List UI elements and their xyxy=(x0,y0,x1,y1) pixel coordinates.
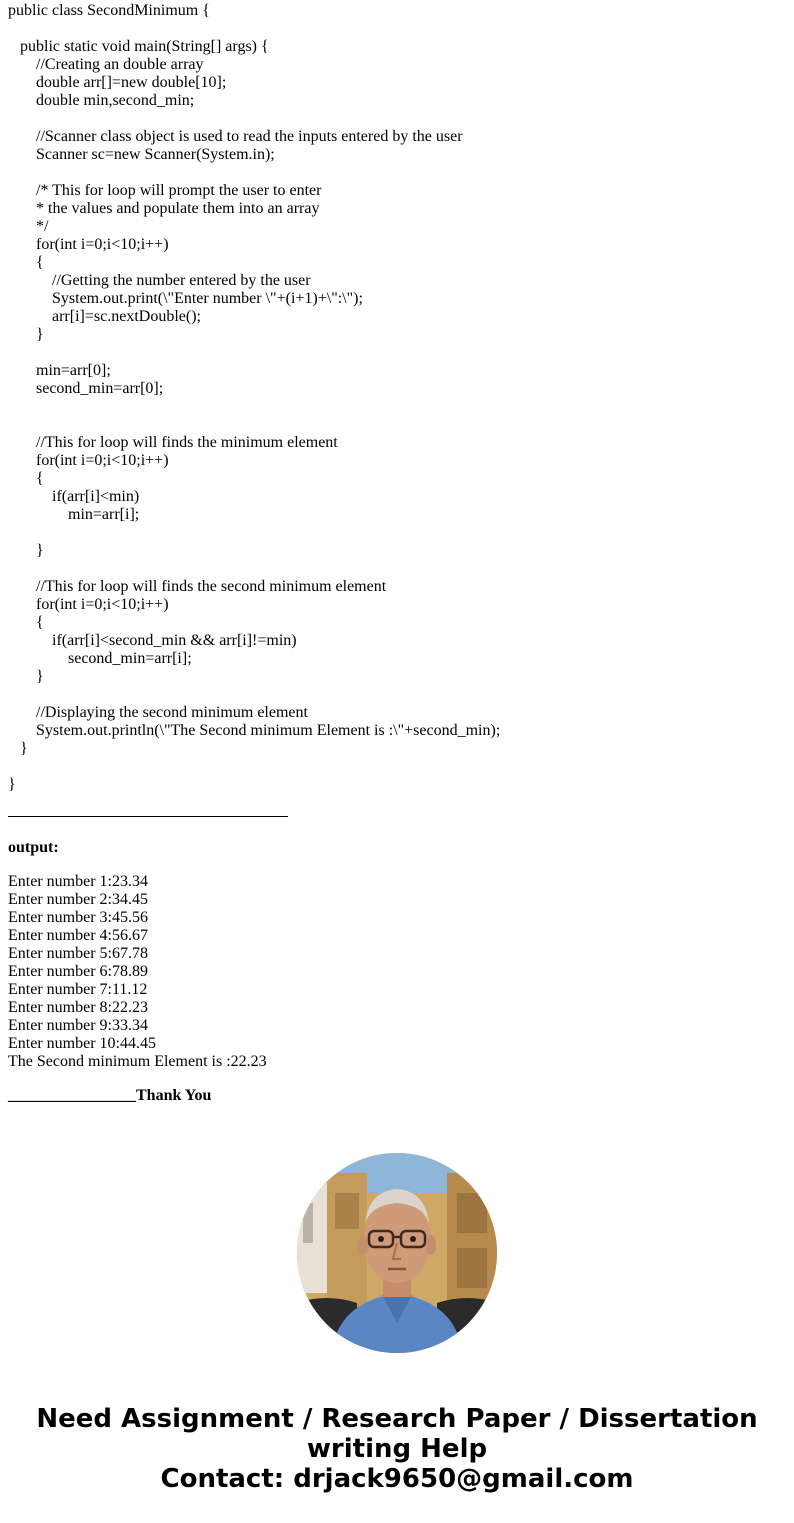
code-line: //Displaying the second minimum element xyxy=(8,704,308,721)
code-line: arr[i]=sc.nextDouble(); xyxy=(8,308,201,325)
thank-you-label: Thank You xyxy=(136,1087,212,1104)
code-line: public static void main(String[] args) { xyxy=(8,38,269,55)
output-line: Enter number 3:45.56 xyxy=(8,909,148,926)
code-line: //Creating an double array xyxy=(8,56,204,73)
output-line: Enter number 1:23.34 xyxy=(8,873,148,890)
code-line: * the values and populate them into an array xyxy=(8,200,320,217)
code-line: min=arr[i]; xyxy=(8,506,140,523)
output-heading: output: xyxy=(8,839,59,856)
code-line: } xyxy=(8,542,44,559)
code-line: //Scanner class object is used to read the inputs entered by the user xyxy=(8,128,463,145)
code-line: { xyxy=(8,614,44,631)
output-line: Enter number 6:78.89 xyxy=(8,963,148,980)
code-line xyxy=(8,344,788,362)
output-line: Enter number 9:33.34 xyxy=(8,1017,148,1034)
code-line: } xyxy=(8,740,28,757)
code-line xyxy=(8,398,788,416)
code-line xyxy=(8,20,788,38)
code-line: if(arr[i]<second_min && arr[i]!=min) xyxy=(8,632,297,649)
code-line: { xyxy=(8,254,44,271)
code-line xyxy=(8,416,788,434)
code-line: } xyxy=(8,326,44,343)
code-line: for(int i=0;i<10;i++) xyxy=(8,452,169,469)
code-line: Scanner sc=new Scanner(System.in); xyxy=(8,146,275,163)
code-line: public class SecondMinimum { xyxy=(8,2,210,19)
code-line: System.out.print(\"Enter number \"+(i+1)+\":\"); xyxy=(8,290,363,307)
promo-line-1: Need Assignment / Research Paper / Dissertation xyxy=(36,1404,758,1434)
code-line: min=arr[0]; xyxy=(8,362,111,379)
code-line: /* This for loop will prompt the user to enter xyxy=(8,182,322,199)
code-line: } xyxy=(8,776,16,793)
code-line: */ xyxy=(8,218,49,235)
thank-you-underscores: ________________ xyxy=(8,1087,136,1104)
output-line: Enter number 5:67.78 xyxy=(8,945,148,962)
promo-banner xyxy=(0,1404,794,1494)
code-line: second_min=arr[0]; xyxy=(8,380,164,397)
output-block xyxy=(8,873,788,1071)
code-line: for(int i=0;i<10;i++) xyxy=(8,596,169,613)
output-line: Enter number 4:56.67 xyxy=(8,927,148,944)
promo-line-2: writing Help xyxy=(306,1434,488,1464)
output-line: Enter number 2:34.45 xyxy=(8,891,148,908)
code-line: //This for loop will finds the second minimum element xyxy=(8,578,387,595)
divider-rule xyxy=(8,816,288,817)
code-line: double arr[]=new double[10]; xyxy=(8,74,227,91)
output-line: Enter number 8:22.23 xyxy=(8,999,148,1016)
code-line: } xyxy=(8,668,44,685)
code-line xyxy=(8,686,788,704)
code-line xyxy=(8,110,788,128)
code-line: System.out.println(\"The Second minimum Element is :\"+second_min); xyxy=(8,722,501,739)
code-line: if(arr[i]<min) xyxy=(8,488,140,505)
author-portrait-image xyxy=(297,1153,497,1353)
code-line: double min,second_min; xyxy=(8,92,195,109)
code-line xyxy=(8,524,788,542)
promo-contact: Contact: drjack9650@gmail.com xyxy=(160,1464,634,1494)
author-avatar xyxy=(297,1153,497,1353)
output-line: The Second minimum Element is :22.23 xyxy=(8,1053,267,1070)
output-line: Enter number 10:44.45 xyxy=(8,1035,156,1052)
code-line: for(int i=0;i<10;i++) xyxy=(8,236,169,253)
code-line xyxy=(8,164,788,182)
code-line: //Getting the number entered by the user xyxy=(8,272,311,289)
code-block xyxy=(8,2,788,794)
code-line: second_min=arr[i]; xyxy=(8,650,192,667)
document-body xyxy=(8,2,788,1105)
thank-you-line xyxy=(8,1087,788,1105)
code-line: { xyxy=(8,470,44,487)
code-line xyxy=(8,758,788,776)
code-line: //This for loop will finds the minimum element xyxy=(8,434,338,451)
code-line xyxy=(8,560,788,578)
output-line: Enter number 7:11.12 xyxy=(8,981,148,998)
